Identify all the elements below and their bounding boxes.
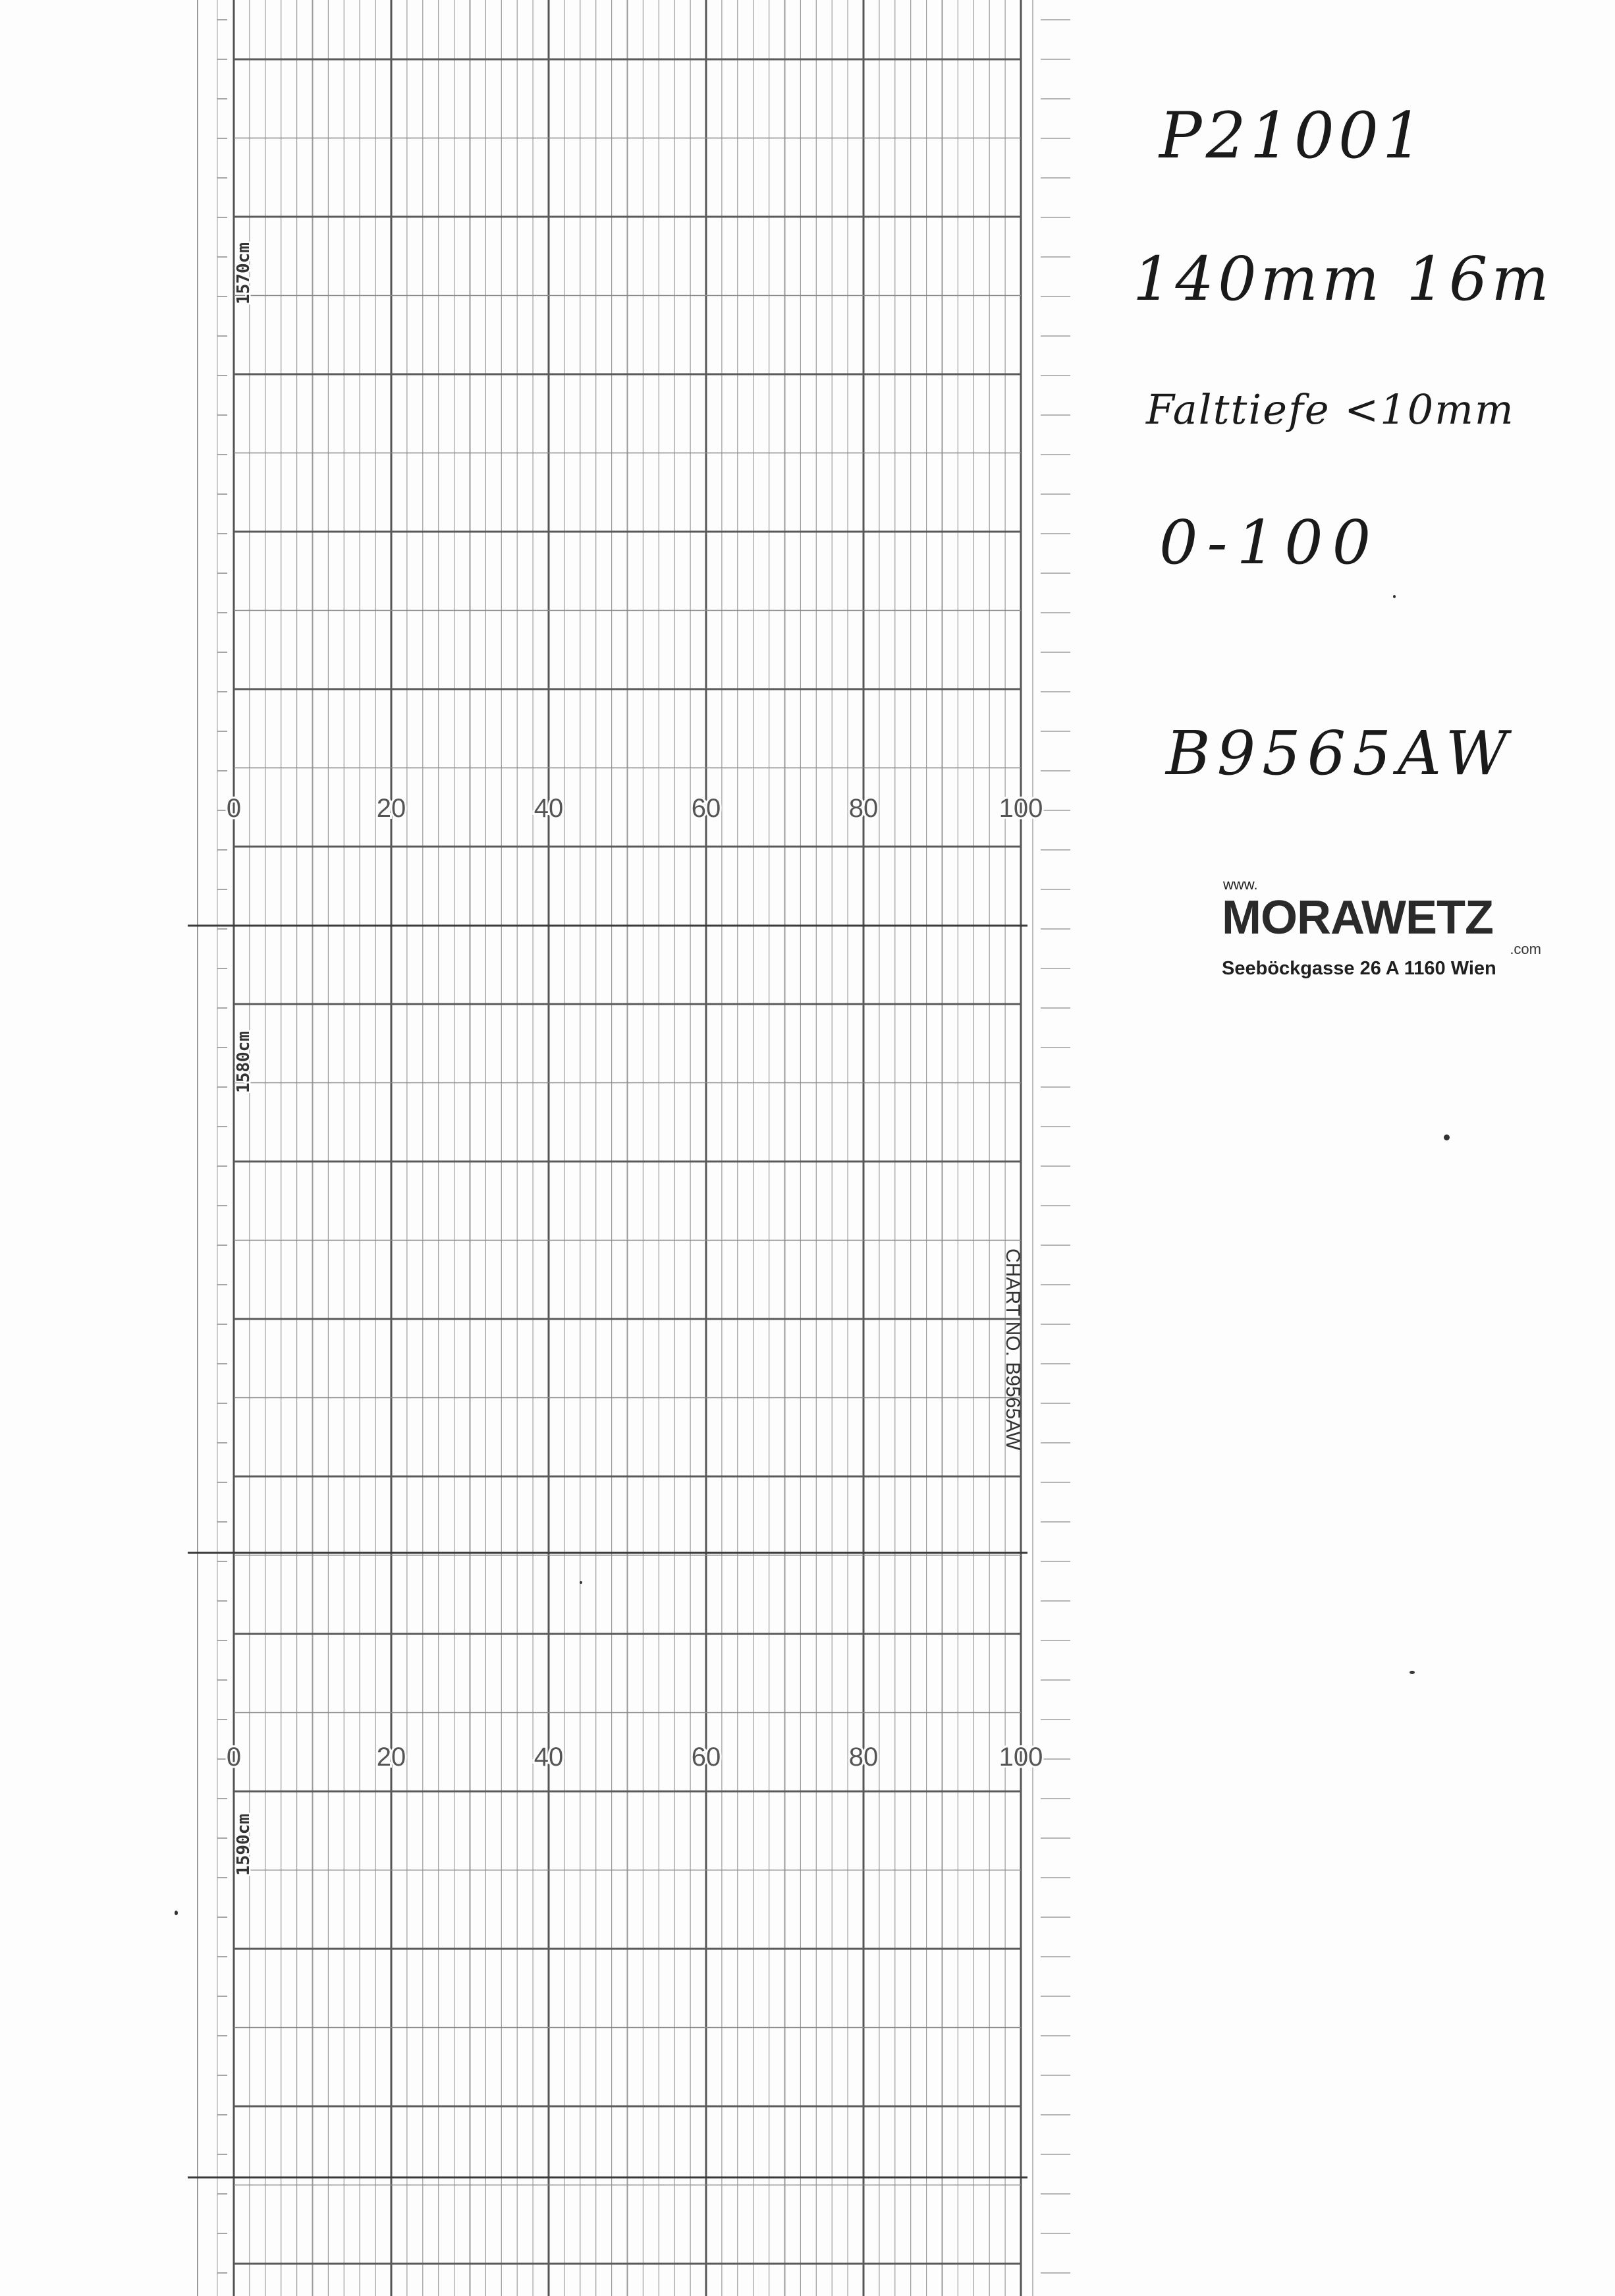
position-marker: 1590cm	[234, 1814, 254, 1876]
handwritten-fold-depth: Falttiefe <10mm	[1146, 385, 1515, 434]
handwritten-chart-code: B9565AW	[1166, 718, 1515, 789]
scale-label: 0	[226, 794, 242, 823]
handwritten-dimensions: 140mm 16m	[1133, 244, 1553, 314]
logo-company-name: MORAWETZ	[1222, 891, 1493, 944]
scale-label: 60	[691, 1743, 721, 1772]
scan-speck	[580, 1581, 582, 1584]
scan-speck	[175, 1911, 178, 1915]
logo-www: www.	[1223, 876, 1258, 893]
logo-domain-suffix: .com	[1510, 941, 1541, 957]
scale-labels	[227, 794, 1043, 1772]
company-logo	[1222, 876, 1551, 980]
handwritten-range: 0-100	[1159, 507, 1381, 578]
position-marker: 1570cm	[234, 242, 254, 304]
scan-speck	[1444, 1134, 1450, 1140]
scale-label: 0	[226, 1743, 242, 1772]
scale-label: 100	[999, 1743, 1043, 1772]
scale-label: 80	[848, 1743, 879, 1772]
scale-label: 100	[999, 794, 1043, 823]
scan-speck	[1393, 595, 1396, 598]
scale-label: 40	[534, 1743, 564, 1772]
company-address: Seeböckgasse 26 A 1160 Wien	[1222, 958, 1496, 979]
scale-label: 80	[848, 794, 879, 823]
scale-label: 40	[534, 794, 564, 823]
scale-label: 20	[376, 1743, 406, 1772]
scale-label: 60	[691, 794, 721, 823]
grid-lines	[188, 0, 1070, 2296]
handwritten-order-number: P21001	[1159, 99, 1427, 173]
scale-label: 20	[376, 794, 406, 823]
scan-speck	[1410, 1671, 1415, 1674]
position-marker: 1580cm	[234, 1031, 254, 1093]
position-markers	[234, 242, 254, 1876]
chart-number-label: CHART NO. B9565AW	[1002, 1248, 1024, 1451]
